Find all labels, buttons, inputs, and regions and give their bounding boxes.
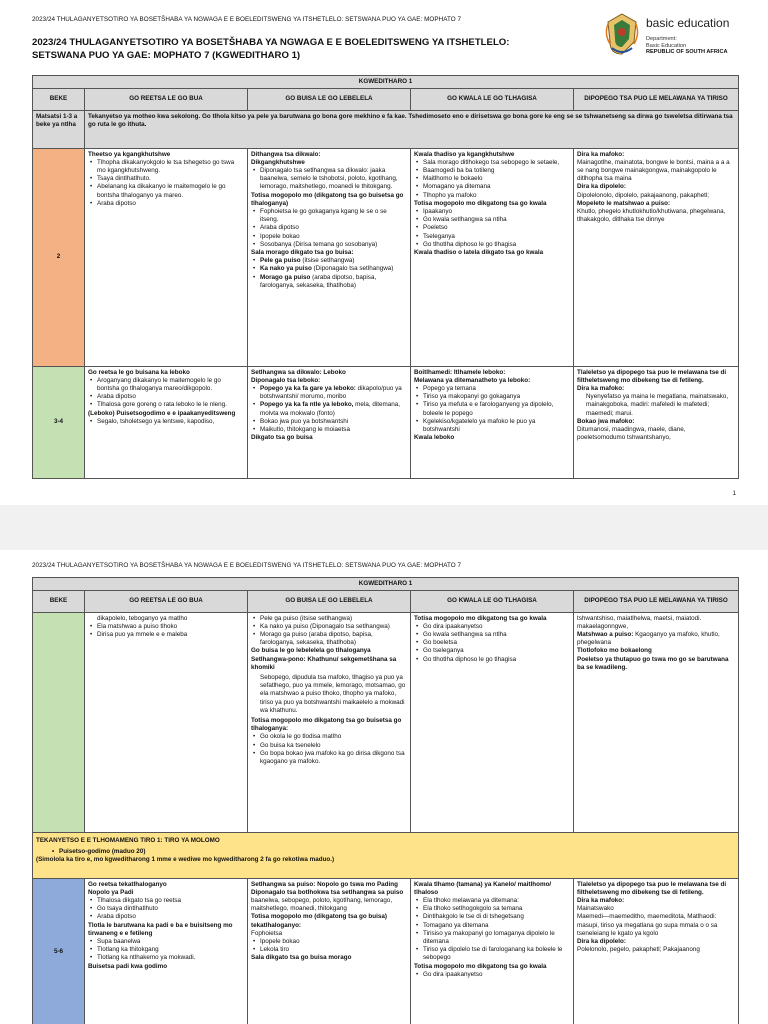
dept-line-1: Department: [646, 36, 677, 42]
cell-heading: Mopeleto le matshwao a puiso: [577, 199, 671, 207]
cell-text: dikapolelo, teboganyo ya matlho [97, 614, 188, 622]
document-title [32, 36, 509, 62]
cell-text: Mainatswako [577, 905, 614, 913]
assessment-note: (Simolola ka tiro e, mo kgweditharong 1 mme e wediwe mo kgweditharong 2 fa go rekotiwa maduo.) [36, 856, 335, 864]
bullet-list [88, 159, 244, 208]
cell-text: Maemedi—maemeditho, maemeditota, Matlhaodi: masupi, tiriso ya megatlana go supa mmala o o sa tseneleiang le kgato ya kgolo [577, 913, 718, 937]
list-item: • Kgelekiso/kgatelelo ya mafoko le puo ya botshwantshi [414, 418, 570, 434]
cell-writing [411, 367, 574, 479]
page-number: 1 [732, 490, 736, 497]
cell-language [574, 613, 739, 833]
cell-heading: Setlhangwa-pono: Khathunu/ sekgemetšhana sa khomiki [251, 655, 397, 671]
col-header-writing: GO KWALA LE GO TLHAGISA [411, 89, 574, 111]
bullet-list [251, 385, 407, 434]
cell-text: tshwantshiso, maiatlhelwa, maetsi, maiatodi. makaelagonngwe, [577, 614, 702, 630]
list-item: • Popego ya ka fa ntle ya leboko, mela, ditemana, molvta wa mokwalo (fonto) [251, 401, 407, 417]
list-item: • Go kwala setlhangwa sa ntlha [414, 216, 570, 224]
cell-heading: Kwala thadiso ya kgangkhutshwe [414, 150, 515, 158]
cell-heading: Kwala tlhamo (tamana) ya Kanelo/ maitlhomo/ tlhaloso [414, 880, 552, 896]
col-header-reading: GO BUISA LE GO LEBELELA [248, 591, 411, 613]
cell-text: Mainagotlhe, mainatota, bongwe le bontsi, maina a a a se nang bongwe mainakgongwa, mainakgopolo le ditlhopha tsa maina [577, 158, 730, 183]
bullet-list [88, 377, 244, 410]
list-item: • Tsaya dintlhatlhuto. [88, 175, 244, 183]
running-header: 2023/24 THULAGANYETSOTIRO YA BOSETŠHABA YA NGWAGA E E BOELEDITSWENG YA ITSHETLELO: SETSWANA PUO YA GAE: MOPHATO 7 [32, 16, 462, 23]
table-row-week-5-6 [33, 879, 739, 1024]
cell-heading: Dira ka mafoko: [577, 896, 625, 904]
list-item: • Poeletso [414, 224, 570, 232]
list-item: • Lekola tiro [251, 946, 407, 954]
list-item: • Fophoietsa le go gokaganya kgang le se o se itseng. [251, 208, 407, 224]
beke-cell: 3-4 [33, 367, 85, 479]
list-item: • Tiriso ya dipolelo tse di farologanang ka boleele le sebopego [414, 946, 570, 962]
cell-reading [248, 613, 411, 833]
dept-line-3: REPUBLIC OF SOUTH AFRICA [646, 49, 728, 56]
list-item: • Tlhopha dikakanyokgolo le tsa tshegetso go tswa mo kgangkhutshweng. [88, 159, 244, 175]
cell-heading: Tlotlofoko mo bokaelong [577, 647, 652, 655]
list-item: • Araba dipotso [251, 224, 407, 232]
cell-heading: Totisa mogopolo mo dikgatong tsa go kwala [414, 962, 547, 970]
list-item: • Araba dipotso [88, 913, 244, 921]
cell-heading: Dira ka mafoko: [577, 150, 625, 158]
bullet-list [251, 208, 407, 249]
brand-name: basic education [646, 16, 730, 30]
cell-heading: Buisetsa padi kwa godimo [88, 962, 168, 970]
list-item: • Ipopele bokao [251, 233, 407, 241]
list-item: • Ipopele bokao [251, 938, 407, 946]
list-item: • Ela tlhoko setlhogokgolo sa temana [414, 905, 570, 913]
cell-language [574, 149, 739, 367]
bullet-list [414, 623, 570, 664]
cell-text: baanelwa, sebopego, poloto, kgotlhang, lemorago, maitshetlego, moanedi, thitokgang [251, 896, 393, 913]
cell-heading: Totisa mogopolo mo (dikgatong tsa go buisetsa go tlhaloganya) [251, 191, 404, 207]
cell-text: Dipolelonolo, dipolelo, pakajaanong, pakaphetl; [577, 191, 709, 199]
cell-heading: Poeletso ya thutapuo go tswa mo go se barutwana ba se kwadileng. [577, 655, 729, 671]
list-item: • Morago ga puiso (araba dipotso, bapisa, farologanya, sekaseka, tlhatlhoba) [251, 274, 407, 290]
list-item: • Tomagano ya ditemana [414, 922, 570, 930]
cell-heading: Totisa mogopolo mo (dikgatong tsa go buisa) tekatlhaloganyo: [251, 913, 387, 929]
cell-writing [411, 149, 574, 367]
cell-heading: Melawana ya ditemanatheto ya leboko: [414, 376, 531, 384]
list-item: • Go kwala setlhangwa sa ntlha [414, 631, 570, 639]
list-item: • Maitlhomo le bokaelo [414, 175, 570, 183]
cell-heading: Boitlhamedi: Itlhamele leboko: [414, 368, 506, 376]
list-item: • Puisetso-godimo (maduo 20) [50, 848, 735, 856]
cell-heading: Dithangwa tsa dikwalo: [251, 150, 321, 158]
cell-heading: Nopolo ya Padi [88, 888, 134, 896]
list-item: • Tlotlang ka thitokgang [88, 946, 244, 954]
list-item: • Tiriso ya mefuta e e farologanyeng ya dipolelo, boleele le popego [414, 401, 570, 417]
col-header-listening: GO REETSA LE GO BUA [85, 591, 248, 613]
list-item: • Ela matshwao a puiso tlhoko [88, 623, 244, 631]
list-item: • Momagano ya ditemana [414, 183, 570, 191]
bullet-list [88, 418, 244, 426]
cell-heading: Totisa mogopolo mo dikgatong tsa go buisetsa go tlhaloganya: [251, 716, 402, 733]
cell-heading: Kwala leboko [414, 434, 455, 442]
col-header-writing: GO KWALA LE GO TLHAGISA [411, 591, 574, 613]
bullet-list [251, 938, 407, 954]
cell-heading: Dikgangkhutshwe [251, 158, 305, 166]
table-row-week-3-4 [33, 367, 739, 479]
intro-text: Tekanyetso ya motheo kwa sekolong. Go tlhola kitso ya pele ya barutwana go bona gore mekhino e fa kae. Tshedimoseto eno e dirisetswa go bona gore ke eng se se tshwanetseng sa dirwa go tsweletsa ditirwana tsa go ruta le go ithuta. [85, 111, 739, 149]
list-item: • Go bopa bokao jwa mafoko ka go dirisa dikgono tsa kgaogano ya mafoko. [251, 750, 407, 766]
bullet-list [414, 385, 570, 434]
list-item: • Morago ga puiso (araba dipotso, bapisa, farologanya, sekaseka, tlhatlhoba) [251, 631, 407, 647]
page-gap [0, 505, 768, 550]
cell-heading: Totisa mogopolo mo dikgatong tsa go kwala [414, 199, 547, 207]
list-item: • Go tlhotlha diphoso le go tlhagisa [414, 656, 570, 664]
cell-writing [411, 879, 574, 1024]
list-item: • Abelanang ka dikakanyo le maitemogelo le go bontsha tlhaloganyo ya mareo. [88, 183, 244, 199]
cell-listening [85, 149, 248, 367]
col-header-language: DIPOPEGO TSA PUO LE MELAWANA YA TIRISO [574, 89, 739, 111]
bullet-list [88, 938, 244, 963]
list-item: • Popego ya temana [414, 385, 570, 393]
list-item: • Ka nako ya puiso (Diponagalo tsa setlhangwa) [251, 265, 407, 273]
cell-heading: Go reetsa le go buisana ka leboko [88, 368, 190, 376]
title-line-2: SETSWANA PUO YA GAE: MOPHATO 7 (KGWEDITHARO 1) [32, 50, 301, 61]
beke-cell: 2 [33, 149, 85, 367]
cell-listening [85, 367, 248, 479]
list-item: • Ipaakanyo [414, 208, 570, 216]
cell-heading: Bokao jwa mafoko: [577, 417, 635, 425]
list-item: • Go tlhotlha diphoso le go tlhagisa [414, 241, 570, 249]
department-text [646, 36, 728, 56]
cell-heading: Dira ka dipolelo: [577, 937, 626, 945]
cell-reading [248, 879, 411, 1024]
beke-cell [33, 613, 85, 833]
term-plan-table-page-1 [32, 75, 739, 479]
title-line-1: 2023/24 THULAGANYETSOTIRO YA BOSETŠHABA YA NGWAGA E E BOELEDITSWENG YA ITSHETLELO: [32, 37, 510, 48]
col-header-beke: BEKE [33, 89, 85, 111]
cell-reading [248, 367, 411, 479]
list-item: • Go buisa ka tsenelelo [251, 742, 407, 750]
list-item: • Tlotlang ka ntlhakemo ya mokwadi. [88, 954, 244, 962]
list-item: • Go boeletsa [414, 639, 570, 647]
list-item: • Aroganyang dikakanyo le maitemogelo le go bontsha go tlhaloganya mareo/dikgopolo. [88, 377, 244, 393]
assessment-heading: TEKANYETSO E E TLHOMAMENG TIRO 1: TIRO YA MOLOMO [36, 837, 220, 844]
cell-heading: Theetso ya kgangkhutshwe [88, 150, 171, 158]
col-header-beke: BEKE [33, 591, 85, 613]
list-item: • Tlhopho ya mafoko [414, 192, 570, 200]
bullet-list [414, 159, 570, 200]
cell-text: Fophoietsa [251, 929, 283, 937]
list-item: • Sosobanya (Dirisa temana go sosobanya) [251, 241, 407, 249]
list-item: • Go dira ipaakanyetso [414, 623, 570, 631]
basic-education-logo [602, 12, 742, 58]
cell-language [574, 879, 739, 1024]
cell-heading: Sala dikgato tsa go buisa morago [251, 954, 352, 962]
cell-language [574, 367, 739, 479]
list-item: • Dintlhakgolo le tse di di tshegetsang [414, 913, 570, 921]
cell-writing [411, 613, 574, 833]
cell-heading: Tlotla le barutwana ka padi e ba e buisitseng mo tirwaneng e e fetileng [88, 921, 233, 937]
list-item: • Araba dipotso [88, 393, 244, 401]
bullet-list [414, 208, 570, 249]
list-item: • Tlhalosa gore goreng o rata leboko le le nleng. [88, 401, 244, 409]
table-row-continued [33, 613, 739, 833]
cell-heading: (Leboko) Puisetsogodimo e e ipaakanyeditsweng [88, 409, 236, 417]
bullet-list [251, 733, 407, 766]
cell-heading: Tlaleletso ya dipopego tsa puo le melawana tse di filtheletsweng mo dibekeng tse di fetileng. [577, 368, 727, 384]
cell-heading: Setlhangwa sa puiso: Nopolo go tswa mo Pading [251, 880, 398, 888]
cell-heading: Totisa mogopolo mo dikgatong tsa go kwala [414, 614, 547, 622]
bullet-list [251, 167, 407, 192]
list-item: • Tirisiso ya makopanyi go lomaganya dipolelo le ditemana [414, 930, 570, 946]
bullet-list [50, 848, 735, 856]
bullet-list [251, 257, 407, 290]
cell-text: Polelonolo, pegelo, pakaphetl; Pakajaanong [577, 946, 700, 954]
list-item: • Ka nako ya puiso (Diponagalo tsa setlhangwa) [251, 623, 407, 631]
cell-text: Matshwao a puiso: Kgaoganyo ya mafoko, khutlo, phegelwana [577, 630, 720, 647]
list-item: • Segalo, tsholetsego ya lentswe, kapodiso, [88, 418, 244, 426]
cell-heading: Dira ka dipolelo: [577, 183, 626, 191]
coat-of-arms-icon [602, 12, 642, 56]
table-row-week-2 [33, 149, 739, 367]
cell-heading: Go buisa le go lebelelela go tlhaloganya [251, 647, 371, 655]
list-item: • Go tsaya dintlhatlhuto [88, 905, 244, 913]
cell-heading: Dira ka mafoko: [577, 384, 625, 392]
bullet-list [251, 615, 407, 648]
beke-cell: 5-6 [33, 879, 85, 1024]
assessment-band-row [33, 833, 739, 879]
list-item: • Maikutlo, thitokgang le moiaetsa [251, 426, 407, 434]
list-item: • Pele ga puiso (itsise setlhangwa) [251, 257, 407, 265]
list-item: • Dirisa puo ya mmele e e maleba [88, 631, 244, 639]
bullet-list [414, 971, 570, 979]
col-header-reading: GO BUISA LE GO LEBELELA [248, 89, 411, 111]
term-header: KGWEDITHARO 1 [33, 578, 739, 591]
col-header-listening: GO REETSA LE GO BUA [85, 89, 248, 111]
list-item: • Sala morago ditlhokego tsa sebopego le setaele, [414, 159, 570, 167]
list-item: • Tiriso ya makopanyi go gokaganya [414, 393, 570, 401]
table-row-intro [33, 111, 739, 149]
cell-text: Sebopego, dipudula tsa mafoko, tlhagiso ya puo ya sefatlhego, puo ya mmele, lemorago, motsamao, go ela matshwao a puiso tlhoko, tlhopho ya mafoko, tiriso ya puo ya botshwantshi maikaelelo a mokwadi wa khathunu. [260, 673, 406, 714]
cell-text: Khutlo, phegelo khutlokhutlo/khutiwana, phegelwana, tlhakakgolo, ditlhaka tse dinnye [577, 207, 726, 224]
col-header-language: DIPOPEGO TSA PUO LE MELAWANA YA TIRISO [574, 591, 739, 613]
running-header: 2023/24 THULAGANYETSOTIRO YA BOSETŠHABA YA NGWAGA E E BOELEDITSWENG YA ITSHETLELO: SETSWANA PUO YA GAE: MOPHATO 7 [32, 562, 462, 569]
list-item: • Popego ya ka fa gare ya leboko: dikapolo/puo ya botshwantshi/ morumo, moribo [251, 385, 407, 401]
list-item: • Diponagalo tsa setlhangwa sa dikwalo: jaaka baanelwa, semelo le tshobotsi, poloto, kgotlhang, lemorago, maitshetlego, moanedi le thitokgang. [251, 167, 407, 192]
list-item: • Go dira ipaakanyetso [414, 971, 570, 979]
cell-heading: Go reetsa tekatlhaloganyo [88, 880, 167, 888]
cell-reading [248, 149, 411, 367]
cell-text: Ditumanosi, maadingwa, maele, diane, poeletsomodumo tshwantshanyo, [577, 425, 686, 442]
cell-listening [85, 879, 248, 1024]
list-item: • Pele ga puiso (itsise setlhangwa) [251, 615, 407, 623]
list-item: • Supa baanelwa [88, 938, 244, 946]
list-item: • Go okola le go tlodisa matlho [251, 733, 407, 741]
document-page-2 [0, 550, 768, 1024]
assessment-band [33, 833, 739, 879]
list-item: • Ela tlhoko melawana ya ditemana: [414, 897, 570, 905]
cell-heading: Dikgato tsa go buisa [251, 434, 313, 442]
bullet-list [414, 897, 570, 963]
list-item: • Baamogedi ba ba totileng [414, 167, 570, 175]
term-plan-table-page-2 [32, 577, 739, 1024]
cell-heading: Diponagalo tsa leboko: [251, 376, 321, 384]
cell-listening [85, 613, 248, 833]
dept-line-2: Basic Education [646, 42, 687, 49]
cell-heading: Kwala thadiso o latela dikgato tsa go kwala [414, 248, 544, 256]
cell-text: Nyenyefatso ya maina le megatlana, mainatswako, mainakgoboka, madiri: mafeledi le mafetedi; maemedi; marui. [586, 393, 729, 417]
cell-heading: Tlaleletso ya dipopego tsa puo le melawana tse di filtheletsweng mo dibekeng tse di fetileng. [577, 880, 727, 896]
list-item: • Araba dipotso [88, 200, 244, 208]
bullet-list [88, 623, 244, 639]
cell-heading: Setlhangwa sa dikwalo: Leboko [251, 368, 346, 376]
beke-cell: Matsatsi 1-3 a beke ya ntlha [33, 111, 85, 149]
term-header: KGWEDITHARO 1 [33, 76, 739, 89]
list-item: • Tlhalosa dikgato tsa go reetsa [88, 897, 244, 905]
list-item: • Bokao jwa puo ya botshwantshi [251, 418, 407, 426]
bullet-list [88, 897, 244, 922]
list-item: • Tseleganya [414, 233, 570, 241]
cell-heading: Sala morago dikgato tsa go buisa: [251, 248, 354, 256]
cell-heading: Diponagalo tsa botlhokwa tsa setlhangwa sa puiso [251, 888, 404, 896]
list-item: • Go tseleganya [414, 647, 570, 655]
document-page-1 [0, 0, 768, 505]
